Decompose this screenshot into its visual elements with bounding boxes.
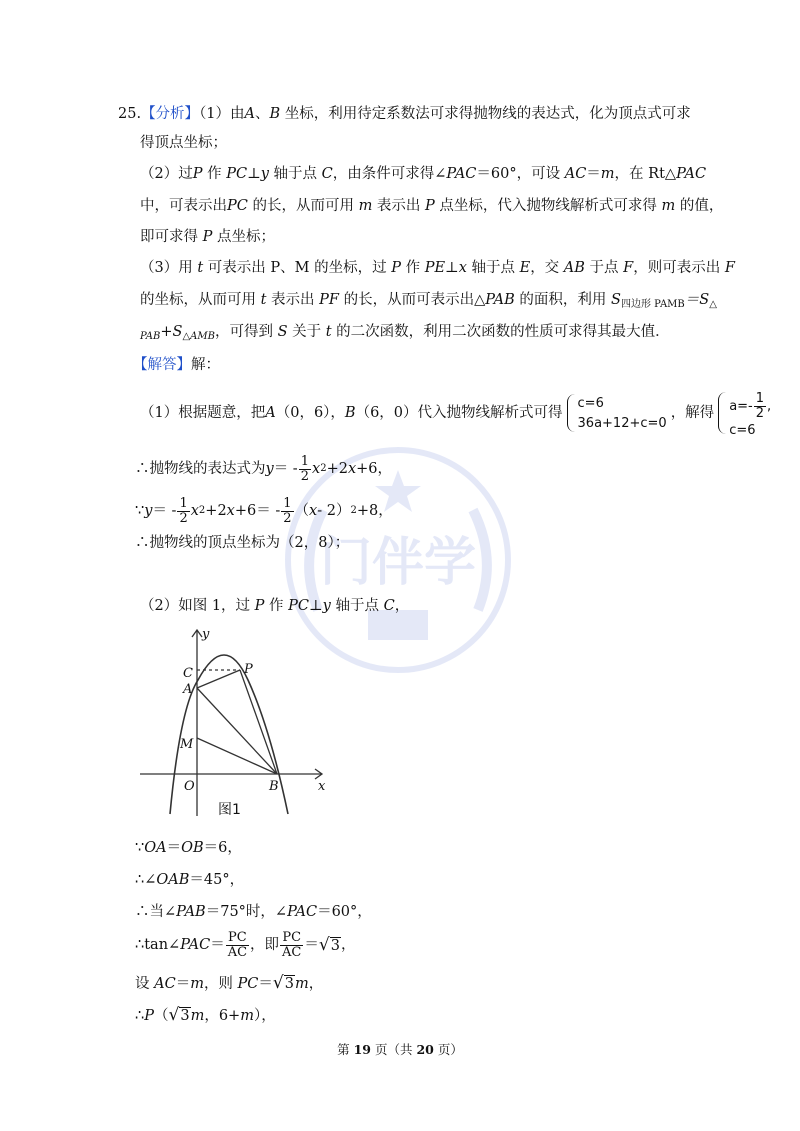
answer-tag: 【解答】	[133, 357, 191, 373]
answer-line-6: ∵OA＝OB＝6，	[135, 840, 242, 856]
analysis-line-4: 中，可表示出PC 的长，从而可用 m 表示出 P 点坐标，代入抛物线解析式可求得 m 的值，	[140, 198, 724, 214]
equation-system: c=6 36a+12+c=0	[567, 394, 667, 432]
total-page-count: 20	[416, 1042, 434, 1057]
question-number: 25.	[118, 106, 142, 122]
label-a: A	[183, 682, 193, 697]
answer-line-10: 设 AC＝m，则 PC＝ √ 3 m，	[135, 973, 324, 993]
label-p: P	[244, 662, 253, 677]
segment-pb	[240, 670, 277, 774]
page-footer: 第 19 页（共 20 页）	[337, 1042, 463, 1057]
label-c: C	[183, 666, 193, 681]
label-b: B	[269, 779, 279, 794]
answer-line-7: ∴∠OAB＝45°，	[135, 872, 245, 888]
solution-system: a=- $\frac{1}{2}$ , c=6	[718, 392, 771, 434]
answer-line-3: ∵ y ＝ - $\frac{1}{2}$ x 2 +2 x +6＝ - $\frac{1}{2}$ （ x - 2） 2 +8，	[135, 495, 393, 526]
segment-ap	[197, 670, 240, 688]
answer-line-5: （2）如图 1，过 P 作 PC⊥y 轴于点 C，	[140, 598, 410, 614]
answer-line-4: ∴抛物线的顶点坐标为（2，8）；	[135, 535, 350, 551]
figure-caption: 图1	[218, 802, 241, 818]
analysis-line-3: （2）过P 作 PC⊥y 轴于点 C，由条件可求得∠PAC＝60°，可设 AC＝m，在 Rt△PAC	[140, 166, 707, 182]
answer-line-1: （1）根据题意，把 A （0，6）， B （6，0）代入抛物线解析式可得 c=6 36a+12+c=0 ，解得 a=- $\frac{1}{2}$ , c=6	[140, 391, 772, 438]
sqrt-3: √ 3	[318, 935, 340, 955]
label-m: M	[180, 737, 194, 752]
analysis-tag: 【分析】	[141, 106, 200, 122]
segment-mb	[197, 738, 277, 774]
answer-line-11: ∴P（ √ 3 m，6+m），	[135, 1005, 276, 1025]
label-x: x	[318, 779, 326, 794]
label-y: y	[202, 627, 210, 642]
analysis-line-2: 得顶点坐标；	[140, 135, 227, 151]
analysis-line-5: 即可求得 P 点坐标；	[140, 229, 275, 245]
current-page-number: 19	[353, 1042, 372, 1057]
analysis-line-8: $_{PAB}+S_{\triangle AMB}$，可得到 S 关于 t 的二次函数，利用二次函数的性质可求得其最大值．	[140, 324, 670, 342]
analysis-line-7: 的坐标，从而可用 t 表示出 PF 的长，从而可表示出△PAB 的面积，利用 $S_{四边形 PAMB}=S_\triangle$	[140, 292, 717, 310]
answer-line-8: ∴当∠PAB＝75°时，∠PAC＝60°，	[135, 904, 372, 920]
segment-ab	[197, 688, 277, 774]
label-o: O	[184, 779, 195, 794]
watermark-text: 门伴学	[319, 533, 477, 593]
figure-1	[130, 618, 340, 828]
analysis-line-6: （3）用 t 可表示出 P、M 的坐标，过 P 作 PE⊥x 轴于点 E，交 AB 于点 F，则可表示出 F	[140, 260, 735, 276]
answer-line-9: ∴tan∠ PAC ＝ $\frac{PC}{AC}$ ，即 $\frac{PC}{AC}$ ＝ √ 3 ，	[135, 929, 356, 960]
answer-heading: 【解答】解：	[133, 357, 220, 373]
answer-line-2: ∴抛物线的表达式为 y ＝ - $\frac{1}{2}$ x 2 +2 x +6，	[135, 453, 392, 484]
analysis-line-1: 25.【分析】（1）由A、B 坐标，利用待定系数法可求得抛物线的表达式，化为顶点式可求	[118, 106, 691, 122]
